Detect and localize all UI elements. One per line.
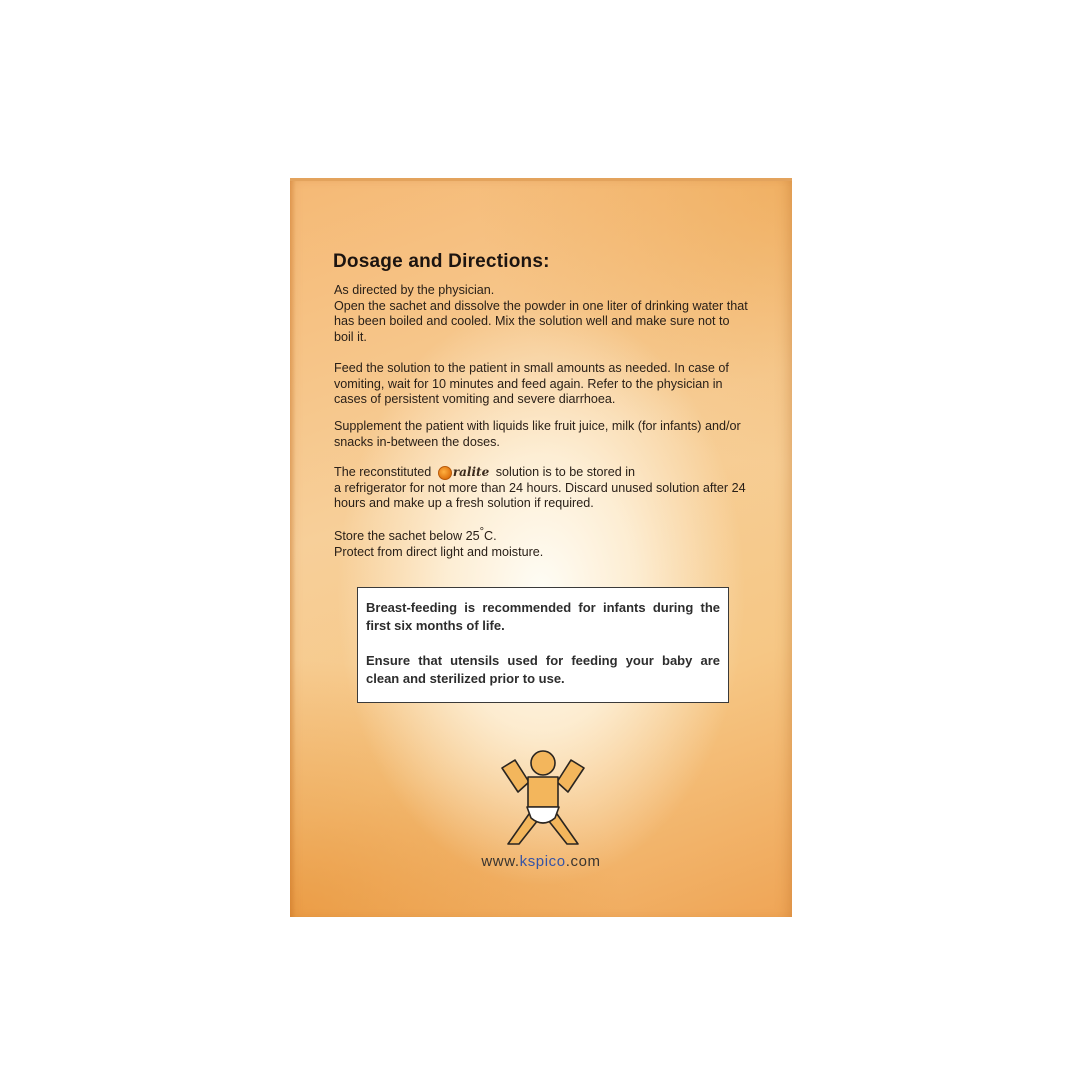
temp-unit: C.	[484, 529, 497, 544]
paragraph-feeding: Feed the solution to the patient in small amounts as needed. In case of vomiting, wait for 10 minutes and feed again. Refer to the physician in cases of persistent vomiting and severe diarrhoea.	[334, 361, 729, 407]
utensils-text: Ensure that utensils used for feeding your baby are clean and sterilized prior to use.	[366, 653, 720, 686]
product-box-back-panel	[290, 178, 792, 917]
brand-o-logo-icon	[438, 466, 452, 480]
discard-text: a refrigerator for not more than 24 hours. Discard unused solution after 24 hours and make up a fresh solution if required.	[334, 480, 746, 511]
paragraph-store-sachet	[334, 525, 752, 560]
breastfeeding-notice-box	[357, 587, 729, 703]
dosage-heading: Dosage and Directions:	[333, 251, 550, 272]
protect-text: Protect from direct light and moisture.	[334, 544, 544, 559]
url-prefix: www.	[481, 853, 520, 870]
dissolve-instructions: Open the sachet and dissolve the powder in one liter of drinking water that has been boiled and cooled. Mix the solution well and make sure not to boil it.	[334, 298, 748, 344]
brand-wordmark	[438, 465, 489, 481]
breastfeeding-text: Breast-feeding is recommended for infants during the first six months of life.	[366, 600, 720, 633]
directed-line: As directed by the physician.	[334, 283, 495, 297]
website-url	[290, 853, 792, 870]
paragraph-storage-solution	[334, 465, 752, 512]
brand-wordmark-text: ralite	[452, 465, 490, 479]
paragraph-supplement: Supplement the patient with liquids like fruit juice, milk (for infants) and/or snacks in-between the doses.	[334, 419, 741, 449]
paragraph-directions	[334, 283, 752, 345]
reconstituted-text: The reconstituted	[334, 465, 432, 480]
baby-figure-icon	[500, 748, 586, 848]
url-domain: kspico	[519, 853, 566, 870]
storage-text: solution is to be stored in	[495, 465, 636, 480]
url-suffix: .com	[565, 853, 601, 870]
degree-symbol: °	[479, 526, 485, 538]
store-temp-text: Store the sachet below 25	[334, 529, 480, 544]
